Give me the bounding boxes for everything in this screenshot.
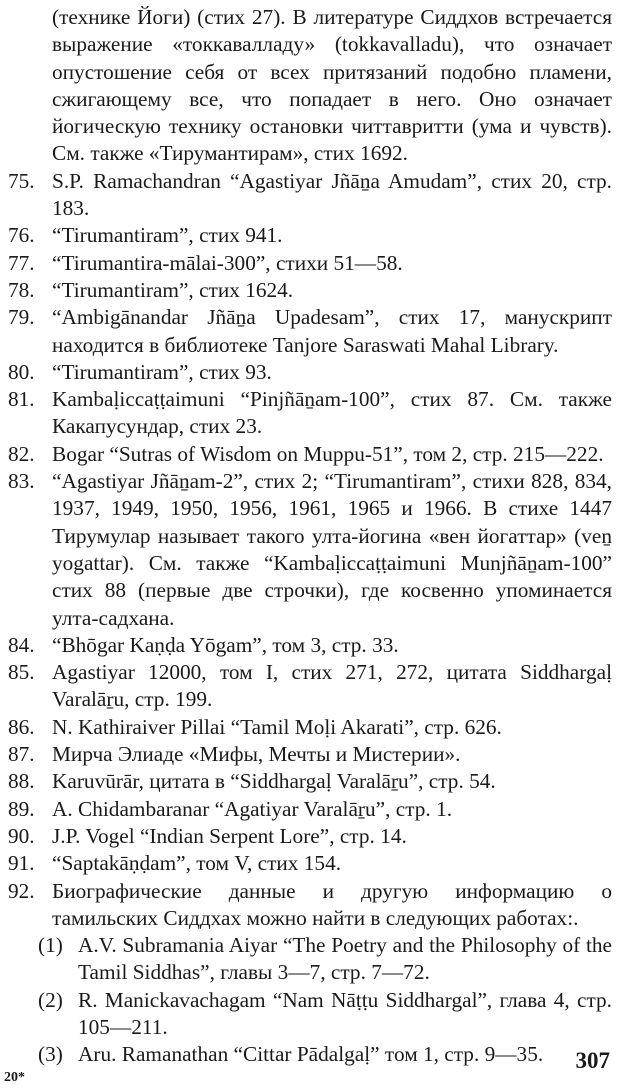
- note-text: Agastiyar 12000, том I, стих 271, 272, цитата Siddhargaḷ Varalāṟu, стр. 199.: [52, 660, 612, 712]
- subnote-number: (1): [38, 933, 63, 958]
- note-text: “Tirumantiram”, стих 1624.: [52, 277, 294, 302]
- note-number: 79.: [8, 305, 35, 330]
- endnote-79: [8, 304, 612, 359]
- note-text: N. Kathiraiver Pillai “Tamil Moḷi Akarati”, стр. 626.: [52, 714, 502, 739]
- endnote-80: [8, 359, 612, 386]
- endnote-90: [8, 823, 612, 850]
- subnote-text: Aru. Ramanathan “Cittar Pādalgaḷ” том 1, стр. 9—35.: [78, 1042, 544, 1067]
- note-text: “Tirumantiram”, стих 941.: [52, 223, 283, 248]
- endnote-76: [8, 222, 612, 249]
- endnote-87: [8, 741, 612, 768]
- subnote-number: (2): [38, 987, 63, 1012]
- endnote-86: [8, 714, 612, 741]
- note-text: Bogar “Sutras of Wisdom on Muppu-51”, том 2, стр. 215—222.: [52, 441, 604, 466]
- note-text: J.P. Vogel “Indian Serpent Lore”, стр. 14.: [52, 823, 407, 848]
- subnote-3: [8, 1041, 612, 1068]
- note-continuation: (технике Йоги) (стих 27). В литературе Сиддхов встречается выражение «токкавалладу» (tokkavalladu), что означает опустошение себя от всех притязаний подобно пламени, сжигающему все, что попадает в него. Оно означает йогическую технику остановки читтавритти (ума и чувств). См. также «Тирумантирам», стих 1692.: [52, 5, 612, 166]
- note-text: Kambaḷiccaṭṭaimuni “Pinjñāṉam-100”, стих 87. См. также Какапусундар, стих 23.: [52, 387, 612, 439]
- note-number: 82.: [8, 441, 35, 466]
- note-text: “Ambigānandar Jñāṉa Upadesam”, стих 17, манускрипт находится в библиотеке Tanjore Saraswati Mahal Library.: [52, 305, 612, 357]
- endnotes: [8, 4, 612, 1069]
- endnote-78: [8, 277, 612, 304]
- endnote-77: [8, 250, 612, 277]
- note-text: Karuvūrār, цитата в “Siddhargaḷ Varalāṟu”, стр. 54.: [52, 769, 496, 794]
- note-text: “Tirumantiram”, стих 93.: [52, 359, 272, 384]
- note-text: S.P. Ramachandran “Agastiyar Jñāṉa Amudam”, стих 20, стр. 183.: [52, 168, 612, 221]
- note-text: “Tirumantira-mālai-300”, стихи 51—58.: [52, 250, 403, 275]
- note-number: 88.: [8, 769, 35, 794]
- note-number: 91.: [8, 851, 35, 876]
- note-number: 76.: [8, 223, 35, 248]
- endnote-88: [8, 768, 612, 795]
- endnote-92: [8, 878, 612, 933]
- note-number: 86.: [8, 714, 35, 739]
- note-number: 90.: [8, 823, 35, 848]
- note-number: 81.: [8, 387, 35, 412]
- note-text: “Saptakāṇḍam”, том V, стих 154.: [52, 851, 342, 876]
- subnote-text: R. Manickavachagam “Nam Nāṭṭu Siddhargal”, глава 4, стр. 105—211.: [78, 987, 612, 1039]
- note-number: 78.: [8, 277, 35, 302]
- note-number: 75.: [8, 168, 35, 193]
- note-text: Мирча Элиаде «Мифы, Мечты и Мистерии».: [52, 742, 461, 767]
- subnote-2: [8, 987, 612, 1042]
- endnote-83: [8, 468, 612, 632]
- note-text: “Agastiyar Jñāṉam-2”, стих 2; “Tirumantiram”, стихи 828, 834, 1937, 1949, 1950, 1956, 1961, 1965 и 1966. В стихе 1447 Тирумулар называет такого улта-йогина «вен йогаттар» (veṉ yogattar). См. также “Kambaḷiccaṭṭaimuni Munjñāṉam-100” стих 88 (первые две строчки), где косвенно упоминается улта-садхана.: [52, 469, 612, 630]
- endnote-81: [8, 386, 612, 441]
- endnote-82: [8, 441, 612, 468]
- subnote-number: (3): [38, 1042, 63, 1067]
- note-number: 85.: [8, 660, 35, 685]
- endnote-75: [8, 168, 612, 223]
- subnote-1: [8, 932, 612, 987]
- endnote-89: [8, 796, 612, 823]
- endnote-84: [8, 632, 612, 659]
- signature-mark: 20*: [4, 1070, 25, 1085]
- page-number: 307: [575, 1048, 610, 1073]
- note-number: 84.: [8, 632, 35, 657]
- note-text: A. Chidambaranar “Agatiyar Varalāṟu”, стр. 1.: [52, 796, 453, 821]
- note-number: 83.: [8, 469, 35, 494]
- endnote-91: [8, 850, 612, 877]
- subnote-text: A.V. Subramania Aiyar “The Poetry and the Philosophy of the Tamil Siddhas”, главы 3—7, стр. 7—72.: [78, 933, 612, 985]
- note-number: 80.: [8, 359, 35, 384]
- note-number: 92.: [8, 878, 35, 903]
- note-number: 87.: [8, 742, 35, 767]
- note-text: “Bhōgar Kaṇḍa Yōgam”, том 3, стр. 33.: [52, 632, 399, 657]
- note-text: Биографические данные и другую информацию о тамильских Сиддхах можно найти в следующих работах:.: [52, 878, 612, 930]
- endnote-85: [8, 659, 612, 714]
- note-number: 89.: [8, 796, 35, 821]
- note-number: 77.: [8, 250, 35, 275]
